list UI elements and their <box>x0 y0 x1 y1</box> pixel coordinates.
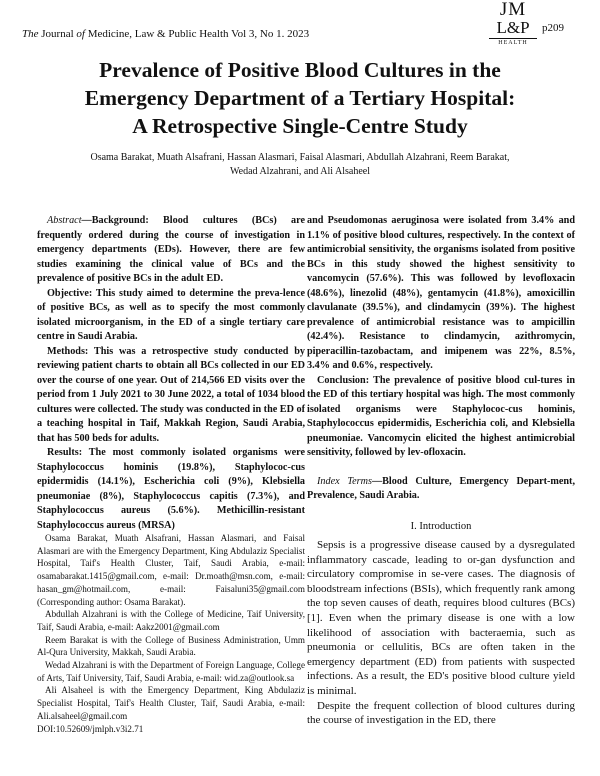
section-heading-introduction: I. Introduction <box>410 520 472 532</box>
abstract-conclusion: Conclusion: The prevalence of positive blood cul-tures in the ED of this tertiary hospital was high. The most commonly isolated organisms were Staphylococ-cus hominis, Staphylococcus epidermidis, Escherichia coli, and Klebsiella pneumoniae. Vancomycin elicited the highest antimicrobial sensitivity, followed by lev-ofloxacin. <box>307 374 575 458</box>
abstract-objective: Objective: This study aimed to determine the preva-lence of positive BCs, as well as to specify the most commonly isolated microorganism, in the ED of a single tertiary care centre in Saudi Arabia. <box>37 287 305 342</box>
footnote: Ali Alsaheel is with the Emergency Department, King Abdulaziz Specialist Hospital, Taif's Health Cluster, Taif, Saudi Arabia, e-mail: Ali.alsaheel@gmail.com <box>37 685 305 721</box>
abstract-background: Abstract—Background: Blood cultures (BCs) are frequently ordered during the course of investigation in emergency departments (EDs). However, there are few studies examining the clinical value of BCs and the prevalence of positive BCs in the adult ED. <box>37 215 305 284</box>
abstract-results-continued: and Pseudomonas aeruginosa were isolated from 3.4% and 1.1% of positive blood cultures, respectively. In the context of antimicrobial sensitivity, the organisms isolated from positive BCs in this study showed the highest sensitivity to vancomycin (57.6%). This was followed by levofloxacin (48.6%), linezolid (48%), gentamycin (41.8%), amoxicillin clavulanate (39.5%), and clindamycin (39%). The highest prevalence of antimicrobial resistance was to ampicillin (42.4%). Resistance to clindamycin, azithromycin, piperacillin-tazobactam, and imipenem was 22%, 8.5%, 3.4% and 0.6%, respectively. <box>307 215 575 371</box>
abstract-column-right <box>307 214 575 728</box>
journal-header: The Journal of Medicine, Law & Public Health Vol 3, No 1. 2023 <box>22 28 310 40</box>
author-list: Osama Barakat, Muath Alsafrani, Hassan Alasmari, Faisal Alasmari, Abdullah Alzahrani, Reem Barakat, Wedad Alzahrani, and Ali Alsaheel <box>90 152 510 177</box>
author-footnotes <box>37 532 305 735</box>
footnote: Osama Barakat, Muath Alsafrani, Hassan Alasmari, and Faisal Alasmari are with the Emergency Department, King Abdulaziz Specialist Hospital, Taif's Health Cluster, Taif, Saudi Arabia, e-mail: osamabarakat.1415@gmail.com, e-mail: Dr.moath@msn.com, e-mail: hasan_gm@hotmail.com, e-mail: Faisaluni35@gmail.com (Corresponding author: Osama Barakat). <box>37 533 305 607</box>
footnote: Reem Barakat is with the College of Business Administration, Umm Al-Qura University, Makkah, Saudi Arabia. <box>37 634 305 658</box>
page-number: p209 <box>542 22 564 34</box>
intro-paragraph: Despite the frequent collection of blood cultures during the course of investigation in the ED, there <box>307 699 575 727</box>
footnote: Wedad Alzahrani is with the Department of Foreign Language, College of Arts, Taif University, Taif, Saudi Arabia, e-mail: wid.za@outlook.sa <box>37 660 305 683</box>
introduction-body <box>307 538 575 728</box>
footnote: Abdullah Alzahrani is with the College of Medicine, Taif University, Taif, Saudi Arabia, e-mail: Aakz2001@gmail.com <box>37 609 305 632</box>
index-terms: Index Terms—Blood Culture, Emergency Depart-ment, Prevalence, Saudi Arabia. <box>307 475 575 501</box>
paper-title: Prevalence of Positive Blood Cultures in the Emergency Department of a Tertiary Hospital: A Retrospective Single-Centre Study <box>84 58 516 138</box>
abstract-results: Results: The most commonly isolated organisms were Staphylococcus hominis (19.8%), Staphylococ-cus epidermidis (14.1%), Escherichia coli (9%), Klebsiella pneumoniae (8%), Staphylococcus capitis (7.3%), and Staphylococcus aureus (5.6%). Methicillin-resistant Staphylococcus aureus (MRSA) <box>37 447 305 531</box>
intro-paragraph: Sepsis is a progressive disease caused by a dysregulated inflammatory cascade, leading to or-gan dysfunction and circulatory compromise in se-vere cases. The diagnosis of bloodstream infections (BSIs), which frequently rank among the top seven causes of death, requires blood cultures (BCs) [1]. Even when the primary disease is one with a low likelihood of association with bacteraemia, such as pneumonia or cellulitis, BCs are often taken in the emergency department (ED) from patients with suspected infections. As a result, the ED's positive blood culture yield is minimal. <box>307 539 575 697</box>
abstract-column-left <box>37 214 305 533</box>
abstract-methods: Methods: This was a retrospective study conducted by reviewing patient charts to obtain all BCs collected in our ED over the course of one year. Out of 214,566 ED visits over the period from 1 July 2021 to 30 June 2022, a total of 1034 blood cultures were collected. The study was conducted in the ED of a teaching hospital in Taif, Makkah Region, Saudi Arabia, that has 500 beds for adults. <box>37 345 305 444</box>
journal-logo: JM L&P HEALTH <box>489 0 537 46</box>
doi: DOI:10.52609/jmlph.v3i2.71 <box>37 723 144 734</box>
